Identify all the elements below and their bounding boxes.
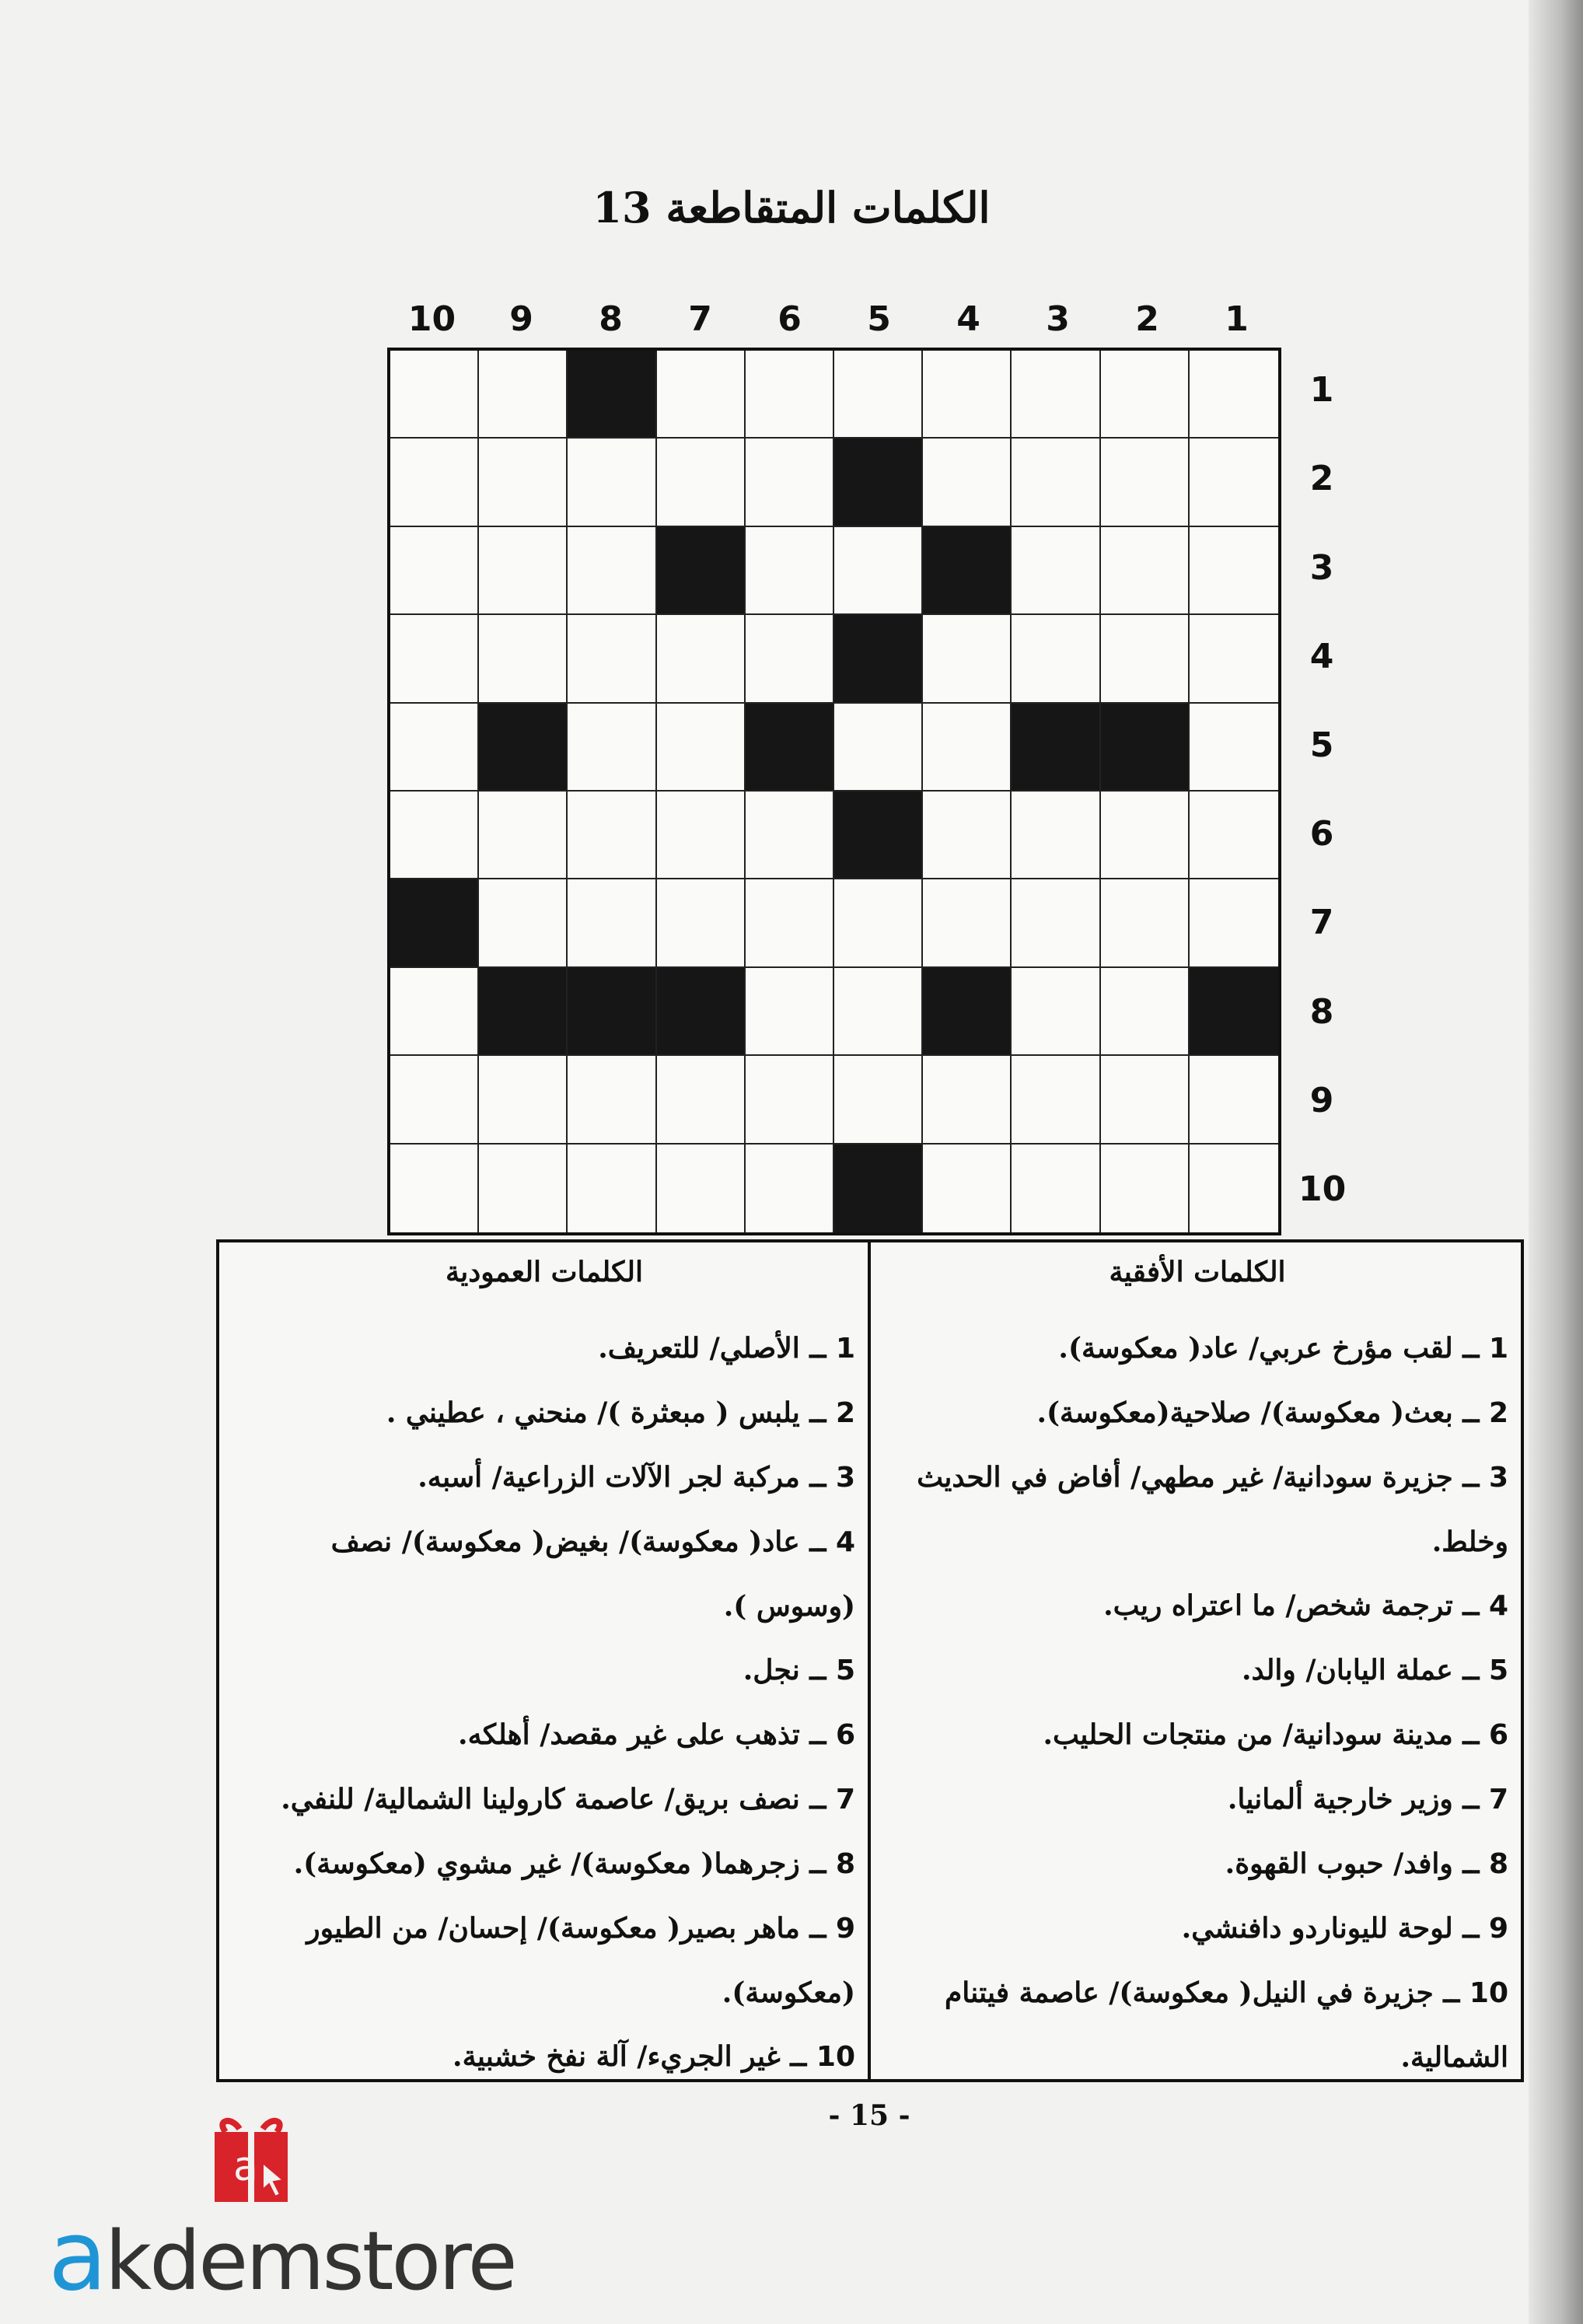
down-clue <box>233 2025 855 2089</box>
grid-cell[interactable] <box>1101 792 1190 879</box>
grid-cell[interactable] <box>568 1145 656 1232</box>
grid-cell[interactable] <box>568 1056 656 1144</box>
column-number: 5 <box>867 299 891 339</box>
clue-number: 1 <box>1488 1333 1508 1365</box>
grid-cell-black <box>568 351 656 439</box>
row-number: 8 <box>1309 991 1334 1032</box>
grid-cell[interactable] <box>1012 351 1100 439</box>
down-clue <box>233 1832 855 1896</box>
bookstore-gift-icon <box>208 2115 294 2207</box>
down-clue <box>233 1381 855 1445</box>
clue-text: ــ يلبس ( مبعثرة )/ منحني ، عطيني . <box>386 1396 826 1429</box>
grid-cell[interactable] <box>923 792 1012 879</box>
clue-number: 7 <box>1488 1784 1508 1816</box>
grid-cell[interactable] <box>479 439 568 526</box>
across-clue <box>886 1767 1508 1832</box>
grid-cell[interactable] <box>657 351 746 439</box>
clue-number: 9 <box>835 1913 855 1945</box>
grid-cell[interactable] <box>746 615 834 703</box>
grid-cell[interactable] <box>1190 615 1278 703</box>
row-number: 3 <box>1309 547 1334 588</box>
clue-text: ــ ترجمة شخص/ ما اعتراه ريب. <box>1103 1589 1480 1622</box>
grid-cell[interactable] <box>1101 351 1190 439</box>
grid-cell[interactable] <box>1190 879 1278 967</box>
brand-logo-text <box>48 2200 515 2312</box>
down-clue <box>233 1316 855 1381</box>
across-panel <box>886 1256 1508 2089</box>
logo-icon-letter: a <box>233 2144 258 2190</box>
grid-cell[interactable] <box>923 1056 1012 1144</box>
grid-cell[interactable] <box>390 439 479 526</box>
grid-cell-black <box>746 704 834 792</box>
clue-text: ــ ماهر بصير( معكوسة)/ إحسان/ من الطيور (معكوسة). <box>306 1912 855 2009</box>
grid-cell[interactable] <box>479 351 568 439</box>
down-clue <box>233 1445 855 1510</box>
grid-cell[interactable] <box>1012 439 1100 526</box>
across-clue <box>886 1381 1508 1445</box>
grid-cell[interactable] <box>568 704 656 792</box>
grid-cell[interactable] <box>479 1145 568 1232</box>
clue-text: ــ جزيرة سودانية/ غير مطهي/ أفاض في الحديث وخلط. <box>917 1461 1508 1558</box>
across-clue <box>886 1445 1508 1574</box>
clue-number: 10 <box>816 2041 855 2073</box>
row-number: 10 <box>1298 1169 1347 1209</box>
grid-row-labels <box>1298 348 1345 1235</box>
grid-cell[interactable] <box>923 351 1012 439</box>
grid-cell[interactable] <box>1190 1145 1278 1232</box>
grid-cell[interactable] <box>923 439 1012 526</box>
clue-text: ــ نجل. <box>743 1654 826 1686</box>
grid-cell[interactable] <box>1101 1056 1190 1144</box>
down-clue <box>233 1767 855 1832</box>
clue-text: ــ عاد( معكوسة)/ بغيض( معكوسة)/ نصف (وسوس ). <box>330 1525 855 1623</box>
grid-cell[interactable] <box>390 968 479 1056</box>
grid-cell[interactable] <box>746 968 834 1056</box>
grid-cell[interactable] <box>1012 968 1100 1056</box>
grid-cell[interactable] <box>479 1056 568 1144</box>
column-number: 10 <box>407 299 456 339</box>
grid-cell[interactable] <box>479 615 568 703</box>
grid-cell[interactable] <box>834 968 923 1056</box>
clue-text: ــ لوحة لليوناردو دافنشي. <box>1181 1912 1480 1945</box>
grid-cell-black <box>657 527 746 615</box>
down-panel <box>233 1256 855 2089</box>
grid-cell-black <box>1101 704 1190 792</box>
across-clue-list <box>886 1316 1508 2089</box>
grid-cell[interactable] <box>1012 615 1100 703</box>
grid-cell[interactable] <box>746 792 834 879</box>
grid-cell[interactable] <box>390 351 479 439</box>
grid-cell[interactable] <box>746 1145 834 1232</box>
grid-cell[interactable] <box>1012 792 1100 879</box>
grid-cell[interactable] <box>568 615 656 703</box>
clue-number: 8 <box>835 1848 855 1880</box>
grid-cell[interactable] <box>390 615 479 703</box>
across-clue <box>886 1961 1508 2089</box>
grid-cell[interactable] <box>568 792 656 879</box>
clue-text: ــ نصف بريق/ عاصمة كارولينا الشمالية/ للنفي. <box>281 1783 826 1816</box>
down-clue <box>233 1510 855 1638</box>
column-number: 7 <box>688 299 712 339</box>
grid-cell-black <box>1190 968 1278 1056</box>
grid-cell[interactable] <box>1101 1145 1190 1232</box>
clue-text: ــ وزير خارجية ألمانيا. <box>1227 1783 1480 1816</box>
grid-cell[interactable] <box>568 879 656 967</box>
across-clue <box>886 1574 1508 1638</box>
clue-text: ــ عملة اليابان/ والد. <box>1242 1654 1480 1686</box>
grid-cell[interactable] <box>657 1056 746 1144</box>
column-number: 9 <box>509 299 533 339</box>
grid-cell[interactable] <box>1190 351 1278 439</box>
grid-cell[interactable] <box>390 792 479 879</box>
grid-cell[interactable] <box>923 879 1012 967</box>
clue-number: 2 <box>835 1397 855 1429</box>
grid-cell[interactable] <box>568 527 656 615</box>
page-number: - 15 - <box>828 2099 910 2132</box>
clue-text: ــ زجرهما( معكوسة)/ غير مشوي (معكوسة). <box>293 1847 826 1880</box>
grid-cell-black <box>834 615 923 703</box>
across-heading: الكلمات الأفقية <box>1109 1256 1286 1288</box>
across-clue <box>886 1638 1508 1703</box>
grid-cell[interactable] <box>834 351 923 439</box>
grid-column-labels <box>387 299 1281 346</box>
grid-cell[interactable] <box>390 1056 479 1144</box>
down-clue <box>233 1896 855 2025</box>
clue-number: 4 <box>835 1526 855 1558</box>
clue-divider <box>868 1239 871 2082</box>
grid-cell-black <box>834 792 923 879</box>
clue-number: 4 <box>1488 1590 1508 1622</box>
clue-number: 9 <box>1488 1913 1508 1945</box>
grid-cell-black <box>568 968 656 1056</box>
grid-cell-black <box>834 1145 923 1232</box>
column-number: 6 <box>778 299 802 339</box>
row-number: 7 <box>1309 903 1334 943</box>
grid-cell-black <box>923 527 1012 615</box>
grid-cell[interactable] <box>657 439 746 526</box>
grid-cell[interactable] <box>1190 1056 1278 1144</box>
grid-cell[interactable] <box>1190 792 1278 879</box>
grid-cell[interactable] <box>1190 439 1278 526</box>
clue-text: ــ بعث( معكوسة)/ صلاحية(معكوسة). <box>1036 1396 1480 1429</box>
grid-cell[interactable] <box>657 1145 746 1232</box>
clue-number: 8 <box>1488 1848 1508 1880</box>
grid-cell[interactable] <box>1101 615 1190 703</box>
grid-cell[interactable] <box>746 1056 834 1144</box>
row-number: 2 <box>1309 459 1334 499</box>
grid-cell[interactable] <box>1101 439 1190 526</box>
grid-cell[interactable] <box>390 1145 479 1232</box>
clue-number: 6 <box>1488 1719 1508 1751</box>
crossword-grid <box>387 348 1281 1235</box>
page-edge-shadow <box>1529 0 1583 2324</box>
grid-cell[interactable] <box>1012 879 1100 967</box>
grid-cell[interactable] <box>568 439 656 526</box>
clue-text: ــ مركبة لجر الآلات الزراعية/ أسبه. <box>418 1461 826 1494</box>
grid-cell[interactable] <box>746 439 834 526</box>
down-clue <box>233 1638 855 1703</box>
column-number: 8 <box>599 299 623 339</box>
grid-cell[interactable] <box>834 1056 923 1144</box>
grid-cell[interactable] <box>746 351 834 439</box>
grid-cell[interactable] <box>923 615 1012 703</box>
grid-cell[interactable] <box>923 704 1012 792</box>
down-clue <box>233 1703 855 1767</box>
row-number: 4 <box>1309 636 1334 676</box>
grid-cell-black <box>923 968 1012 1056</box>
grid-cell[interactable] <box>657 879 746 967</box>
grid-cell[interactable] <box>1012 1145 1100 1232</box>
column-number: 1 <box>1225 299 1249 339</box>
clue-number: 6 <box>835 1719 855 1751</box>
clue-number: 10 <box>1469 1977 1508 2009</box>
logo-brand-rest: kdemstore <box>105 2214 515 2308</box>
grid-cell[interactable] <box>1012 1056 1100 1144</box>
grid-cell-black <box>390 879 479 967</box>
grid-cell[interactable] <box>390 527 479 615</box>
clue-text: ــ مدينة سودانية/ من منتجات الحليب. <box>1043 1718 1480 1751</box>
clue-text: ــ وافد/ حبوب القهوة. <box>1225 1847 1480 1880</box>
page-title: الكلمات المتقاطعة 13 <box>592 183 991 232</box>
across-clue <box>886 1832 1508 1896</box>
clue-number: 5 <box>835 1655 855 1686</box>
grid-cell[interactable] <box>746 527 834 615</box>
grid-cell[interactable] <box>1190 704 1278 792</box>
clue-text: ــ الأصلي/ للتعريف. <box>598 1332 826 1365</box>
grid-cell[interactable] <box>1101 879 1190 967</box>
grid-cell[interactable] <box>479 527 568 615</box>
grid-cell[interactable] <box>1012 527 1100 615</box>
clue-number: 3 <box>1488 1462 1508 1494</box>
row-number: 5 <box>1309 725 1334 765</box>
across-clue <box>886 1316 1508 1381</box>
grid-cell-black <box>479 968 568 1056</box>
grid-cell-black <box>834 439 923 526</box>
clue-text: ــ تذهب على غير مقصد/ أهلكه. <box>458 1718 826 1751</box>
grid-cell[interactable] <box>834 704 923 792</box>
grid-cell[interactable] <box>657 792 746 879</box>
grid-cell[interactable] <box>746 879 834 967</box>
grid-cell-black <box>479 704 568 792</box>
grid-cell[interactable] <box>390 704 479 792</box>
grid-cell[interactable] <box>834 879 923 967</box>
grid-cell-black <box>1012 704 1100 792</box>
down-clue-list <box>233 1316 855 2089</box>
grid-cell[interactable] <box>479 879 568 967</box>
across-clue <box>886 1703 1508 1767</box>
across-clue <box>886 1896 1508 1961</box>
row-number: 1 <box>1309 370 1334 411</box>
grid-cell[interactable] <box>923 1145 1012 1232</box>
logo-brand-a: a <box>48 2200 105 2312</box>
column-number: 3 <box>1046 299 1070 339</box>
clue-text: ــ جزيرة في النيل( معكوسة)/ عاصمة فيتنام الشمالية. <box>945 1976 1508 2074</box>
row-number: 6 <box>1309 814 1334 854</box>
clue-number: 2 <box>1488 1397 1508 1429</box>
grid-cell[interactable] <box>1101 968 1190 1056</box>
clue-number: 3 <box>835 1462 855 1494</box>
column-number: 2 <box>1135 299 1159 339</box>
column-number: 4 <box>956 299 980 339</box>
clue-number: 7 <box>835 1784 855 1816</box>
clue-number: 5 <box>1488 1655 1508 1686</box>
clue-text: ــ غير الجريء/ آلة نفخ خشبية. <box>453 2040 807 2073</box>
grid-cell[interactable] <box>657 615 746 703</box>
clue-text: ــ لقب مؤرخ عربي/ عاد( معكوسة). <box>1058 1332 1480 1365</box>
grid-cell[interactable] <box>1190 527 1278 615</box>
row-number: 9 <box>1309 1080 1334 1120</box>
grid-cell-black <box>657 968 746 1056</box>
grid-cell[interactable] <box>657 704 746 792</box>
down-heading: الكلمات العمودية <box>445 1256 644 1288</box>
grid-cell[interactable] <box>834 527 923 615</box>
clue-number: 1 <box>835 1333 855 1365</box>
grid-cell[interactable] <box>1101 527 1190 615</box>
grid-cell[interactable] <box>479 792 568 879</box>
